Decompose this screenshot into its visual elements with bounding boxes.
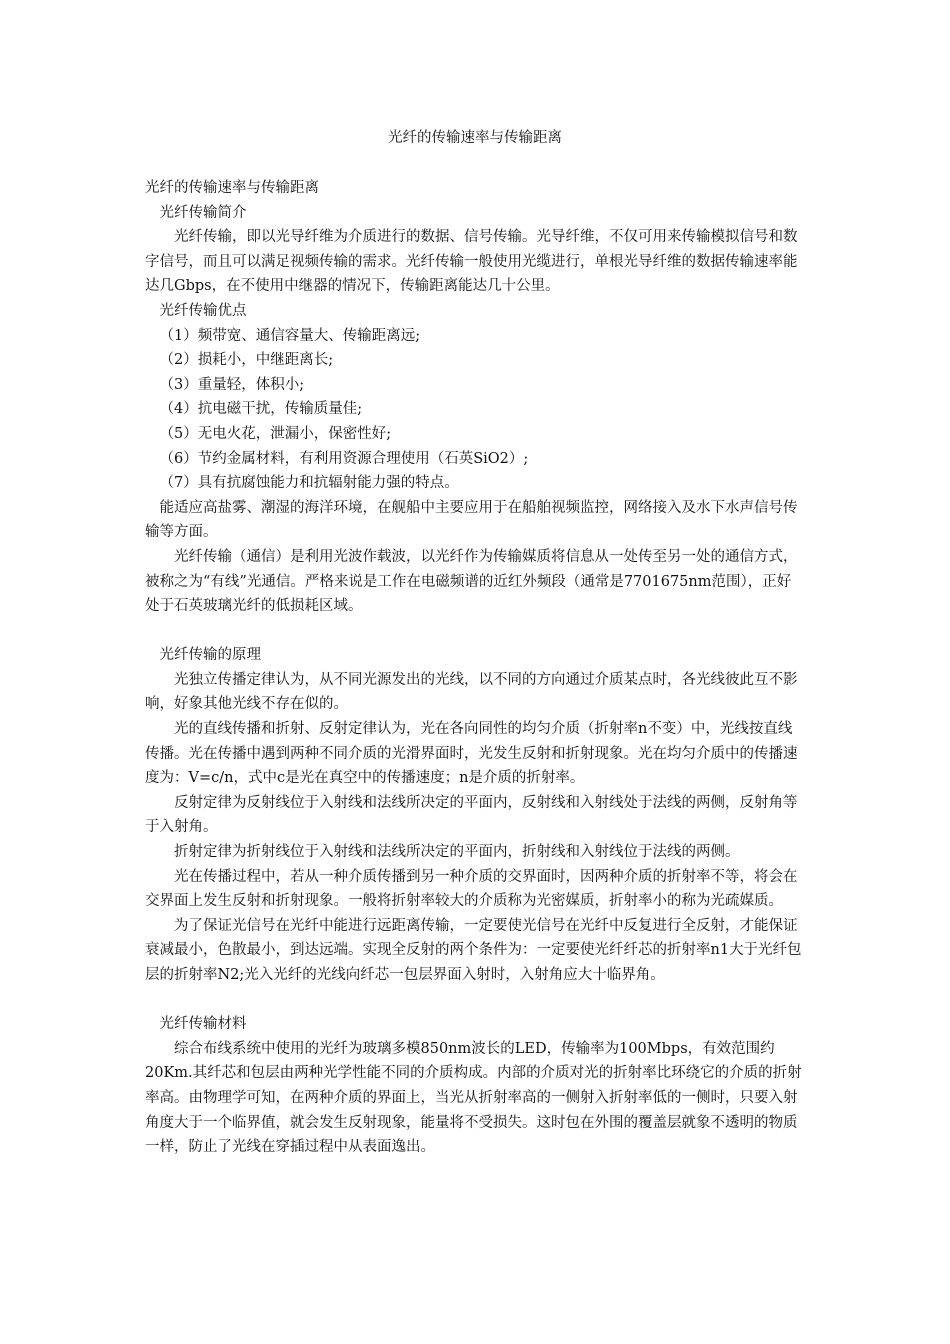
spacer <box>145 988 805 1013</box>
paragraph-principle: 光在传播过程中，若从一种介质传播到另一种介质的交界面时，因两种介质的折射率不等，将会在交界面上发生反射和折射现象。一般将折射率较大的介质称为光密媒质，折射率小的称为光疏媒质。 <box>145 868 798 910</box>
paragraph-optical-communication: 光纤传输（通信）是利用光波作载波，以光纤作为传输媒质将信息从一处传至另一处的通信方式，被称之为“有线”光通信。严格来说是工作在电磁频谱的近红外频段（通常是7701675nm范围），正好处于石英玻璃光纤的低损耗区域。 <box>145 548 798 615</box>
list-item: （7）具有抗腐蚀能力和抗辐射能力强的特点。 <box>159 475 459 492</box>
section-heading-advantages: 光纤传输优点 <box>159 302 247 319</box>
paragraph-principle: 为了保证光信号在光纤中能进行远距离传输，一定要使光信号在光纤中反复进行全反射，才能保证衰减最小，色散最小，到达远端。实现全反射的两个条件为：一定要使光纤纤芯的折射率n1大于光纤包层的折射率N2;光入光纤的光线向纤芯一包层界面入射时，入射角应大十临界角。 <box>145 917 802 983</box>
list-item: （6）节约金属材料，有利用资源合理使用（石英SiO2）; <box>159 450 529 467</box>
subtitle: 光纤的传输速率与传输距离 <box>145 180 319 196</box>
paragraph-principle: 光独立传播定律认为，从不同光源发出的光线，以不同的方向通过介质某点时，各光线彼此互不影响，好象其他光线不存在似的。 <box>145 671 798 713</box>
document-body <box>145 176 805 1160</box>
list-item: （5）无电火花，泄漏小，保密性好; <box>159 425 392 442</box>
list-item: （4）抗电磁干扰，传输质量佳; <box>159 401 363 418</box>
list-item: （1）频带宽、通信容量大、传输距离远; <box>159 327 421 344</box>
document-title: 光纤的传输速率与传输距离 <box>388 130 562 146</box>
paragraph-materials: 综合布线系统中使用的光纤为玻璃多模850nm波长的LED，传输率为100Mbps，有效范围约20Km.其纤芯和包层由两种光学性能不同的介质构成。内部的介质对光的折射率比环绕它的介质的折射率高。由物理学可知，在两种介质的界面上，当光从折射率高的一侧射入折射率低的一侧时，只要入射角度大于一个临界值，就会发生反射现象，能量将不受损失。这时包在外围的覆盖层就象不透明的物质一样，防止了光线在穿插过程中从表面逸出。 <box>145 1040 802 1156</box>
section-heading-intro: 光纤传输简介 <box>159 204 247 221</box>
paragraph-principle: 光的直线传播和折射、反射定律认为，光在各向同性的均匀介质（折射率n不变）中，光线按直线传播。光在传播中遇到两种不同介质的光滑界面时，光发生反射和折射现象。光在均匀介质中的传播速度为：V=c/n，式中c是光在真空中的传播速度；n是介质的折射率。 <box>145 721 798 787</box>
list-item: （2）损耗小，中继距离长; <box>159 352 334 369</box>
paragraph-marine: 能适应高盐雾、潮湿的海洋环境，在舰船中主要应用于在船舶视频监控，网络接入及水下水声信号传输等方面。 <box>145 499 798 541</box>
paragraph-intro: 光纤传输，即以光导纤维为介质进行的数据、信号传输。光导纤维，不仅可用来传输模拟信号和数字信号，而且可以满足视频传输的需求。光纤传输一般使用光缆进行，单根光导纤维的数据传输速率能达几Gbps，在不使用中继器的情况下，传输距离能达几十公里。 <box>145 229 798 295</box>
paragraph-principle: 反射定律为反射线位于入射线和法线所决定的平面内，反射线和入射线处于法线的两侧，反射角等于入射角。 <box>145 794 798 836</box>
section-heading-materials: 光纤传输材料 <box>159 1016 247 1033</box>
section-heading-principle: 光纤传输的原理 <box>159 647 261 664</box>
spacer <box>145 619 805 644</box>
paragraph-principle: 折射定律为折射线位于入射线和法线所决定的平面内，折射线和入射线位于法线的两侧。 <box>174 844 740 861</box>
list-item: （3）重量轻，体积小; <box>159 376 305 393</box>
